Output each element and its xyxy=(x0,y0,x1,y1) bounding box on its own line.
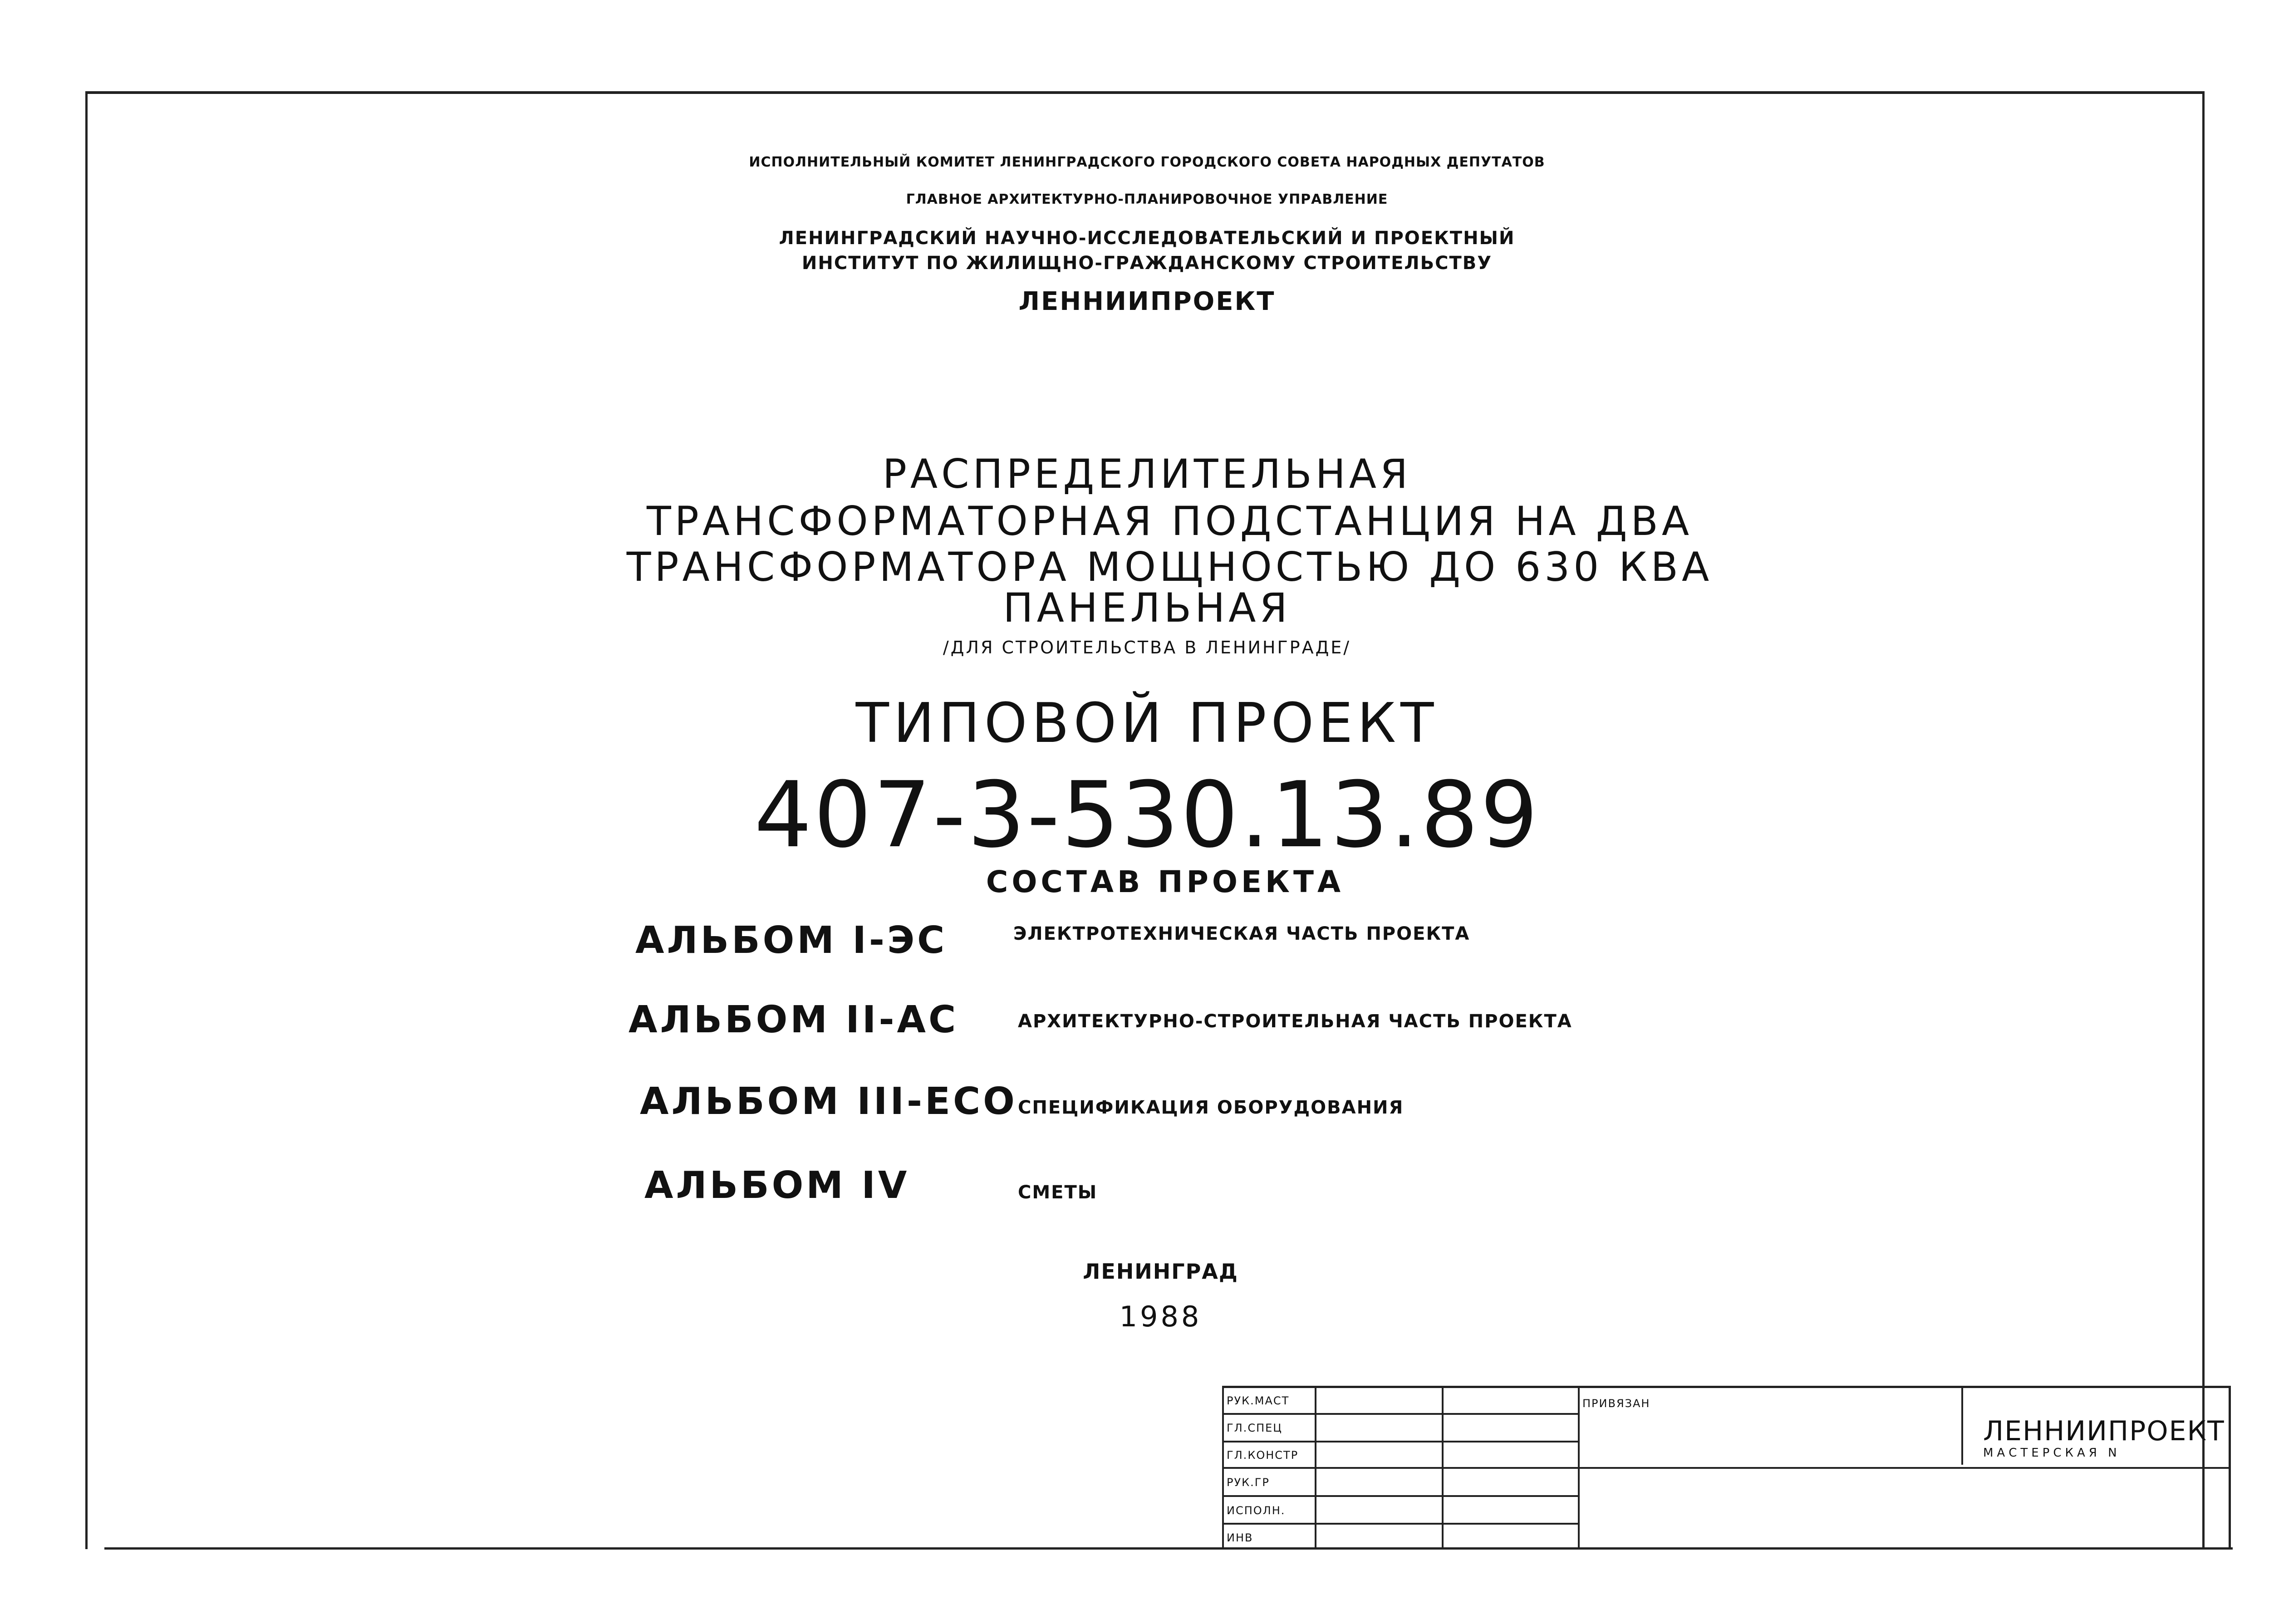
tb-divider xyxy=(1961,1388,1963,1465)
album-2-name: АЛЬБОМ II-АС xyxy=(629,998,959,1041)
album-4-name: АЛЬБОМ IV xyxy=(644,1164,910,1207)
title-line-4: ПАНЕЛЬНАЯ xyxy=(1003,584,1291,631)
title-line-2: ТРАНСФОРМАТОРНАЯ ПОДСТАНЦИЯ НА ДВА xyxy=(646,498,1693,545)
title-block xyxy=(1222,1386,2231,1549)
tb-row-line xyxy=(1224,1495,1578,1497)
title-note: /ДЛЯ СТРОИТЕЛЬСТВА В ЛЕНИНГРАДЕ/ xyxy=(943,638,1351,657)
header-line-2: ГЛАВНОЕ АРХИТЕКТУРНО-ПЛАНИРОВОЧНОЕ УПРАВЛЕНИЕ xyxy=(906,191,1388,207)
tb-row-label: ИСПОЛН. xyxy=(1227,1504,1286,1517)
album-2-desc: АРХИТЕКТУРНО-СТРОИТЕЛЬНАЯ ЧАСТЬ ПРОЕКТА xyxy=(1018,1011,1572,1032)
tb-row-label: ГЛ.СПЕЦ xyxy=(1227,1422,1282,1434)
header-line-4: ИНСТИТУТ ПО ЖИЛИЩНО-ГРАЖДАНСКОМУ СТРОИТЕЛЬСТВУ xyxy=(801,253,1493,274)
tb-org: ЛЕННИИПРОЕКТ xyxy=(1983,1415,2225,1447)
project-type: ТИПОВОЙ ПРОЕКТ xyxy=(855,692,1439,755)
header-line-1: ИСПОЛНИТЕЛЬНЫЙ КОМИТЕТ ЛЕНИНГРАДСКОГО ГОРОДСКОГО СОВЕТА НАРОДНЫХ ДЕПУТАТОВ xyxy=(749,154,1545,170)
tb-attached-label: ПРИВЯЗАН xyxy=(1582,1397,1650,1410)
tb-row-label: РУК.МАСТ xyxy=(1227,1394,1290,1407)
header-org: ЛЕННИИПРОЕКТ xyxy=(1018,287,1276,316)
composition-heading: СОСТАВ ПРОЕКТА xyxy=(986,864,1345,899)
title-line-1: РАСПРЕДЕЛИТЕЛЬНАЯ xyxy=(882,451,1412,497)
tb-row-label: ГЛ.КОНСТР xyxy=(1227,1449,1299,1462)
footer-year: 1988 xyxy=(1119,1300,1202,1333)
tb-row-line xyxy=(1224,1413,1578,1415)
album-1-desc: ЭЛЕКТРОТЕХНИЧЕСКАЯ ЧАСТЬ ПРОЕКТА xyxy=(1013,923,1470,944)
tb-row-label: РУК.ГР xyxy=(1227,1476,1270,1489)
footer-city: ЛЕНИНГРАД xyxy=(1083,1259,1238,1284)
album-3-desc: СПЕЦИФИКАЦИЯ ОБОРУДОВАНИЯ xyxy=(1018,1097,1404,1118)
tb-dept: МАСТЕРСКАЯ N xyxy=(1983,1446,2121,1460)
tb-row-line xyxy=(1224,1467,2229,1469)
title-line-3: ТРАНСФОРМАТОРА МОЩНОСТЬЮ ДО 630 КВА xyxy=(626,544,1713,590)
album-4-desc: СМЕТЫ xyxy=(1018,1182,1098,1203)
header-line-3: ЛЕНИНГРАДСКИЙ НАУЧНО-ИССЛЕДОВАТЕЛЬСКИЙ И ПРОЕКТНЫЙ xyxy=(779,228,1515,249)
project-number: 407-3-530.13.89 xyxy=(754,762,1540,868)
album-3-name: АЛЬБОМ III-ЕСО xyxy=(640,1080,1017,1123)
tb-row-line xyxy=(1224,1441,1578,1442)
album-1-name: АЛЬБОМ I-ЭС xyxy=(635,919,948,962)
tb-row-label: ИНВ xyxy=(1227,1531,1253,1544)
tb-row-line xyxy=(1224,1523,1578,1525)
